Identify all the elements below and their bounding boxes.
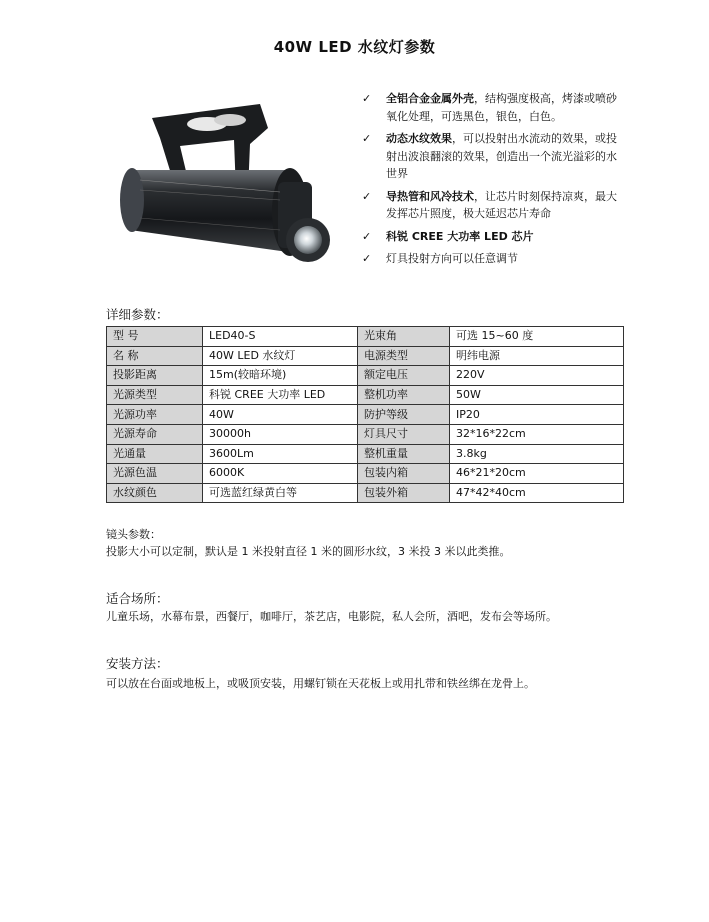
lens-text: 投影大小可以定制，默认是 1 米投射直径 1 米的圆形水纹，3 米投 3 米以此类推。 [106, 545, 511, 558]
feature-item: ✓ 导热管和风冷技术，让芯片时刻保持凉爽，最大发挥芯片照度，极大延迟芯片寿命 [362, 189, 617, 220]
spec-key: 名 称 [107, 346, 203, 366]
spec-key: 包装外箱 [358, 483, 450, 503]
venues-text: 儿童乐场，水幕布景，西餐厅，咖啡厅，茶艺店，电影院，私人会所，酒吧，发布会等场所。 [106, 610, 557, 623]
install-heading: 安装方法： [106, 656, 169, 671]
spec-value: 明纬电源 [450, 346, 624, 366]
spec-key: 光源功率 [107, 405, 203, 425]
spec-value: 32*16*22cm [450, 424, 624, 444]
checkmark-icon: ✓ [362, 189, 372, 203]
spec-key: 整机功率 [358, 385, 450, 405]
spec-value: 30000h [203, 424, 358, 444]
spec-key: 光源类型 [107, 385, 203, 405]
spec-key: 光源色温 [107, 464, 203, 484]
checkmark-icon: ✓ [362, 252, 372, 265]
table-row [107, 366, 624, 386]
checkmark-icon: ✓ [362, 132, 372, 145]
specs-heading: 详细参数： [106, 307, 169, 322]
spec-key: 灯具尺寸 [358, 424, 450, 444]
spec-key: 防护等级 [358, 405, 450, 425]
spec-value: 6000K [203, 464, 358, 484]
spec-key: 额定电压 [358, 366, 450, 386]
page-title: 40W LED 水纹灯参数 [273, 38, 436, 56]
feature-item: ✓ 动态水纹效果，可以投射出水流动的效果，或投射出波浪翻滚的效果，创造出一个流光溢彩的水世界 [362, 132, 617, 180]
spec-value: 3600Lm [203, 444, 358, 464]
lens-heading: 镜头参数： [106, 528, 161, 541]
spec-key: 型 号 [107, 327, 203, 347]
feature-item: ✓ 灯具投射方向可以任意调节 [362, 250, 622, 268]
spec-key: 整机重量 [358, 444, 450, 464]
feature-item: ✓ 全铝合金金属外壳，结构强度极高，烤漆或喷砂氧化处理，可选黑色，银色，白色。 [362, 92, 617, 123]
spec-value: LED40-S [203, 327, 358, 347]
spec-value: 47*42*40cm [450, 483, 624, 503]
spec-key: 包装内箱 [358, 464, 450, 484]
spec-value: 15m(较暗环境) [203, 366, 358, 386]
spec-value: IP20 [450, 405, 624, 425]
spec-value: 可选 15~60 度 [450, 327, 624, 347]
table-row [107, 444, 624, 464]
spec-key: 光源寿命 [107, 424, 203, 444]
table-row [107, 346, 624, 366]
spec-value: 220V [450, 366, 624, 386]
spec-value: 50W [450, 385, 624, 405]
table-row [107, 464, 624, 484]
product-image [110, 100, 335, 275]
feature-item: ✓ 科锐 CREE 大功率 LED 芯片 [362, 228, 622, 246]
spec-value: 40W LED 水纹灯 [203, 346, 358, 366]
spec-key: 光束角 [358, 327, 450, 347]
checkmark-icon: ✓ [362, 229, 372, 243]
table-row [107, 327, 624, 347]
checkmark-icon: ✓ [362, 92, 372, 105]
specs-table [106, 326, 624, 503]
spec-key: 水纹颜色 [107, 483, 203, 503]
table-row [107, 483, 624, 503]
spec-value: 可选蓝红绿黄白等 [203, 483, 358, 503]
table-row [107, 405, 624, 425]
spec-value: 3.8kg [450, 444, 624, 464]
table-row [107, 424, 624, 444]
spec-key: 电源类型 [358, 346, 450, 366]
install-text: 可以放在台面或地板上，或吸顶安装，用螺钉锁在天花板上或用扎带和铁丝绑在龙骨上。 [106, 677, 535, 690]
venues-heading: 适合场所： [106, 591, 169, 606]
spec-value: 40W [203, 405, 358, 425]
spec-key: 光通量 [107, 444, 203, 464]
spec-value: 46*21*20cm [450, 464, 624, 484]
spec-value: 科锐 CREE 大功率 LED [203, 385, 358, 405]
spec-key: 投影距离 [107, 366, 203, 386]
table-row [107, 385, 624, 405]
feature-list [362, 90, 622, 273]
